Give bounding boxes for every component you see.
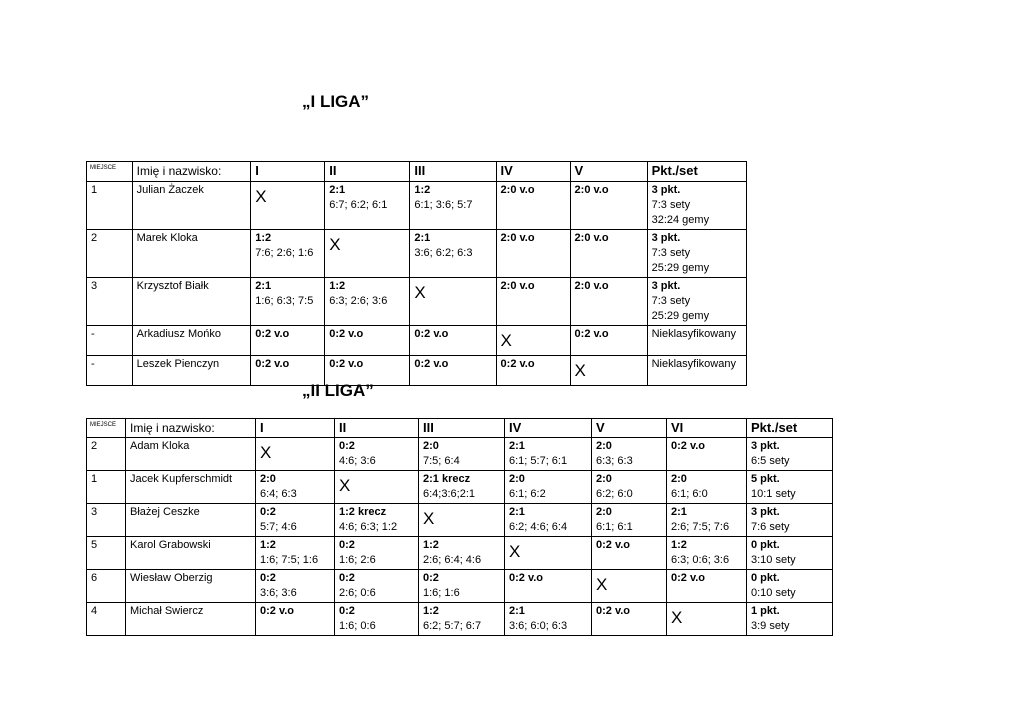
match-result-cell	[419, 471, 505, 504]
set-scores: 3:6; 6:2; 6:3	[414, 247, 473, 259]
match-score: 0:2 v.o	[255, 328, 290, 340]
self-match-mark: X	[500, 331, 512, 350]
sets-value: Nieklasyfikowany	[651, 328, 736, 340]
match-result-cell	[496, 356, 570, 386]
match-score: 2:0 v.o	[574, 280, 609, 292]
match-result-cell	[667, 504, 747, 537]
points-value: 0 pkt.	[751, 539, 780, 551]
points-cell	[647, 230, 746, 278]
match-result-cell	[570, 278, 647, 326]
match-score: 0:2 v.o	[414, 328, 449, 340]
match-result-cell	[335, 504, 419, 537]
match-result-cell	[325, 230, 410, 278]
points-cell	[647, 356, 746, 386]
match-score: 0:2 v.o	[509, 572, 544, 584]
set-scores: 6:1; 6:1	[596, 521, 633, 533]
set-scores: 1:6; 7:5; 1:6	[260, 554, 319, 566]
place-cell: 1	[87, 471, 126, 504]
match-result-cell	[410, 356, 496, 386]
points-cell	[647, 326, 746, 356]
match-result-cell	[419, 537, 505, 570]
place-cell: -	[87, 356, 133, 386]
match-result-cell	[419, 570, 505, 603]
set-scores: 6:1; 5:7; 6:1	[509, 455, 568, 467]
player-name-cell: Arkadiusz Mońko	[132, 326, 251, 356]
match-result-cell	[419, 603, 505, 636]
match-score: 0:2	[339, 605, 355, 617]
match-score: 0:2 v.o	[329, 358, 364, 370]
match-score: 1:2	[423, 605, 439, 617]
player-name-cell: Wiesław Oberzig	[126, 570, 256, 603]
games-value: 25:29 gemy	[651, 310, 710, 322]
player-name-cell: Karol Grabowski	[126, 537, 256, 570]
place-cell: 4	[87, 603, 126, 636]
place-cell: 1	[87, 182, 133, 230]
set-scores: 1:6; 0:6	[339, 620, 376, 632]
match-score: 2:0	[596, 506, 612, 518]
match-result-cell	[256, 471, 335, 504]
sets-value: 3:10 sety	[751, 554, 796, 566]
match-result-cell	[325, 326, 410, 356]
match-result-cell	[667, 471, 747, 504]
set-scores: 2:6; 7:5; 7:6	[671, 521, 730, 533]
match-score: 2:0	[596, 473, 612, 485]
points-cell	[747, 537, 833, 570]
match-result-cell	[251, 230, 325, 278]
match-score: 0:2 v.o	[596, 539, 631, 551]
l1-header-cell: III	[410, 162, 496, 182]
points-value: 0 pkt.	[751, 572, 780, 584]
l2-player-row	[87, 537, 833, 570]
points-value: 5 pkt.	[751, 473, 780, 485]
set-scores: 6:1; 3:6; 5:7	[414, 199, 473, 211]
l1-header-cell: IV	[496, 162, 570, 182]
l1-player-row	[87, 356, 747, 386]
match-result-cell	[256, 603, 335, 636]
match-result-cell	[592, 570, 667, 603]
l2-header-cell: I	[256, 419, 335, 438]
self-match-mark: X	[596, 575, 608, 594]
l2-player-row	[87, 471, 833, 504]
match-result-cell	[570, 326, 647, 356]
points-cell	[747, 504, 833, 537]
set-scores: 2:6; 0:6	[339, 587, 376, 599]
self-match-mark: X	[329, 235, 341, 254]
match-score: 0:2 v.o	[671, 440, 706, 452]
sets-value: 7:3 sety	[651, 295, 691, 307]
points-value: 3 pkt.	[751, 440, 780, 452]
match-result-cell	[592, 603, 667, 636]
match-score: 2:1	[509, 440, 525, 452]
match-score: 2:0	[671, 473, 687, 485]
set-scores: 1:6; 6:3; 7:5	[255, 295, 314, 307]
points-cell	[647, 182, 746, 230]
match-result-cell	[335, 570, 419, 603]
player-name-cell: Leszek Pienczyn	[132, 356, 251, 386]
set-scores: 4:6; 6:3; 1:2	[339, 521, 398, 533]
self-match-mark: X	[509, 542, 521, 561]
match-result-cell	[256, 438, 335, 471]
match-result-cell	[256, 504, 335, 537]
points-value: 3 pkt.	[651, 184, 681, 196]
points-value: 3 pkt.	[651, 280, 681, 292]
place-cell: 2	[87, 230, 133, 278]
l2-header-cell: Imię i nazwisko:	[126, 419, 256, 438]
match-score: 2:0 v.o	[574, 184, 609, 196]
match-result-cell	[251, 182, 325, 230]
match-result-cell	[419, 438, 505, 471]
match-score: 2:0	[596, 440, 612, 452]
games-value: 25:29 gemy	[651, 262, 710, 274]
l2-header-cell: MIEJSCE	[87, 419, 126, 438]
player-name-cell: Marek Kloka	[132, 230, 251, 278]
set-scores: 7:5; 6:4	[423, 455, 460, 467]
match-score: 2:1	[414, 232, 431, 244]
l2-player-row	[87, 603, 833, 636]
l1-header-cell: I	[251, 162, 325, 182]
match-result-cell	[570, 182, 647, 230]
match-score: 1:2	[414, 184, 431, 196]
match-result-cell	[496, 326, 570, 356]
match-score: 2:0 v.o	[500, 232, 535, 244]
points-cell	[647, 278, 746, 326]
set-scores: 6:1; 6:0	[671, 488, 708, 500]
l1-header-row	[87, 162, 747, 182]
set-scores: 3:6; 3:6	[260, 587, 297, 599]
l1-header-cell: V	[570, 162, 647, 182]
set-scores: 6:2; 5:7; 6:7	[423, 620, 482, 632]
set-scores: 6:1; 6:2	[509, 488, 546, 500]
player-name-cell: Michał Swiercz	[126, 603, 256, 636]
match-result-cell	[505, 438, 592, 471]
match-result-cell	[667, 438, 747, 471]
match-result-cell	[256, 537, 335, 570]
set-scores: 6:4; 6:3	[260, 488, 297, 500]
match-result-cell	[570, 230, 647, 278]
match-score: 0:2 v.o	[255, 358, 290, 370]
match-result-cell	[325, 182, 410, 230]
match-result-cell	[505, 603, 592, 636]
set-scores: 6:2; 6:0	[596, 488, 633, 500]
match-result-cell	[667, 603, 747, 636]
place-cell: 6	[87, 570, 126, 603]
match-score: 0:2 v.o	[574, 328, 609, 340]
set-scores: 6:7; 6:2; 6:1	[329, 199, 388, 211]
place-cell: 2	[87, 438, 126, 471]
match-result-cell	[505, 570, 592, 603]
place-cell: 3	[87, 504, 126, 537]
match-score: 0:2	[260, 506, 276, 518]
match-result-cell	[325, 278, 410, 326]
match-score: 2:1 krecz	[423, 473, 471, 485]
match-score: 1:2	[260, 539, 276, 551]
player-name-cell: Błażej Ceszke	[126, 504, 256, 537]
match-result-cell	[505, 504, 592, 537]
match-score: 2:1	[509, 605, 525, 617]
match-score: 0:2	[423, 572, 439, 584]
points-cell	[747, 471, 833, 504]
match-result-cell	[251, 326, 325, 356]
self-match-mark: X	[671, 608, 683, 627]
points-cell	[747, 438, 833, 471]
match-result-cell	[419, 504, 505, 537]
l1-header-cell: Pkt./set	[647, 162, 746, 182]
match-score: 0:2 v.o	[414, 358, 449, 370]
sets-value: 3:9 sety	[751, 620, 790, 632]
player-name-cell: Adam Kloka	[126, 438, 256, 471]
league-1-title: „I LIGA”	[302, 92, 370, 111]
match-score: 2:1	[329, 184, 346, 196]
match-score: 0:2	[260, 572, 276, 584]
l2-header-row	[87, 419, 833, 438]
sets-value: 7:3 sety	[651, 199, 691, 211]
l2-player-row	[87, 570, 833, 603]
l1-player-row	[87, 326, 747, 356]
set-scores: 5:7; 4:6	[260, 521, 297, 533]
games-value: 32:24 gemy	[651, 214, 710, 226]
sets-value: 7:3 sety	[651, 247, 691, 259]
self-match-mark: X	[255, 187, 267, 206]
league-2-title: „II LIGA”	[302, 381, 374, 400]
points-cell	[747, 603, 833, 636]
match-result-cell	[496, 230, 570, 278]
league-2-table	[86, 418, 833, 636]
league-1-table	[86, 161, 747, 386]
match-result-cell	[335, 537, 419, 570]
match-score: 2:1	[255, 280, 272, 292]
set-scores: 6:4;3:6;2:1	[423, 488, 475, 500]
self-match-mark: X	[339, 476, 351, 495]
match-score: 2:0 v.o	[500, 184, 535, 196]
l1-player-row	[87, 182, 747, 230]
match-score: 1:2	[255, 232, 272, 244]
match-result-cell	[410, 326, 496, 356]
l1-player-row	[87, 230, 747, 278]
points-cell	[747, 570, 833, 603]
l1-player-row	[87, 278, 747, 326]
match-result-cell	[335, 471, 419, 504]
match-result-cell	[410, 278, 496, 326]
set-scores: 4:6; 3:6	[339, 455, 376, 467]
points-value: 3 pkt.	[751, 506, 780, 518]
l2-header-cell: IV	[505, 419, 592, 438]
sets-value: 7:6 sety	[751, 521, 790, 533]
match-score: 0:2	[339, 440, 355, 452]
player-name-cell: Julian Żaczek	[132, 182, 251, 230]
l2-header-cell: III	[419, 419, 505, 438]
set-scores: 6:3; 0:6; 3:6	[671, 554, 730, 566]
sets-value: Nieklasyfikowany	[651, 358, 736, 370]
match-result-cell	[505, 537, 592, 570]
match-score: 1:2 krecz	[339, 506, 387, 518]
match-score: 2:0 v.o	[574, 232, 609, 244]
sets-value: 10:1 sety	[751, 488, 796, 500]
match-score: 2:0	[509, 473, 525, 485]
sets-value: 0:10 sety	[751, 587, 796, 599]
player-name-cell: Krzysztof Białk	[132, 278, 251, 326]
match-result-cell	[667, 537, 747, 570]
match-result-cell	[335, 603, 419, 636]
match-result-cell	[496, 182, 570, 230]
match-result-cell	[570, 356, 647, 386]
set-scores: 3:6; 6:0; 6:3	[509, 620, 568, 632]
match-score: 0:2 v.o	[500, 358, 535, 370]
set-scores: 6:3; 6:3	[596, 455, 633, 467]
l1-header-cell: Imię i nazwisko:	[132, 162, 251, 182]
l2-header-cell: VI	[667, 419, 747, 438]
self-match-mark: X	[574, 361, 586, 380]
match-score: 2:0	[423, 440, 439, 452]
l2-header-cell: Pkt./set	[747, 419, 833, 438]
place-cell: 3	[87, 278, 133, 326]
match-result-cell	[335, 438, 419, 471]
place-cell: 5	[87, 537, 126, 570]
match-score: 0:2 v.o	[260, 605, 295, 617]
match-score: 0:2 v.o	[329, 328, 364, 340]
set-scores: 1:6; 1:6	[423, 587, 460, 599]
match-score: 2:1	[509, 506, 525, 518]
place-cell: -	[87, 326, 133, 356]
match-score: 2:0 v.o	[500, 280, 535, 292]
sets-value: 6:5 sety	[751, 455, 790, 467]
match-score: 0:2 v.o	[596, 605, 631, 617]
match-score: 1:2	[671, 539, 687, 551]
self-match-mark: X	[260, 443, 272, 462]
points-value: 1 pkt.	[751, 605, 780, 617]
match-result-cell	[592, 438, 667, 471]
match-result-cell	[410, 230, 496, 278]
set-scores: 7:6; 2:6; 1:6	[255, 247, 314, 259]
self-match-mark: X	[423, 509, 435, 528]
l2-header-cell: II	[335, 419, 419, 438]
set-scores: 1:6; 2:6	[339, 554, 376, 566]
match-result-cell	[592, 537, 667, 570]
match-score: 2:0	[260, 473, 276, 485]
match-result-cell	[496, 278, 570, 326]
set-scores: 6:2; 4:6; 6:4	[509, 521, 568, 533]
l2-player-row	[87, 438, 833, 471]
l2-player-row	[87, 504, 833, 537]
match-result-cell	[505, 471, 592, 504]
match-score: 1:2	[329, 280, 346, 292]
match-result-cell	[592, 504, 667, 537]
match-score: 2:1	[671, 506, 687, 518]
points-value: 3 pkt.	[651, 232, 681, 244]
match-score: 0:2 v.o	[671, 572, 706, 584]
match-result-cell	[592, 471, 667, 504]
l2-header-cell: V	[592, 419, 667, 438]
match-result-cell	[410, 182, 496, 230]
match-result-cell	[667, 570, 747, 603]
set-scores: 6:3; 2:6; 3:6	[329, 295, 388, 307]
match-score: 0:2	[339, 539, 355, 551]
l1-header-cell: MIEJSCE	[87, 162, 133, 182]
set-scores: 2:6; 6:4; 4:6	[423, 554, 482, 566]
match-score: 0:2	[339, 572, 355, 584]
match-score: 1:2	[423, 539, 439, 551]
l1-header-cell: II	[325, 162, 410, 182]
player-name-cell: Jacek Kupferschmidt	[126, 471, 256, 504]
self-match-mark: X	[414, 283, 426, 302]
match-result-cell	[256, 570, 335, 603]
match-result-cell	[251, 278, 325, 326]
